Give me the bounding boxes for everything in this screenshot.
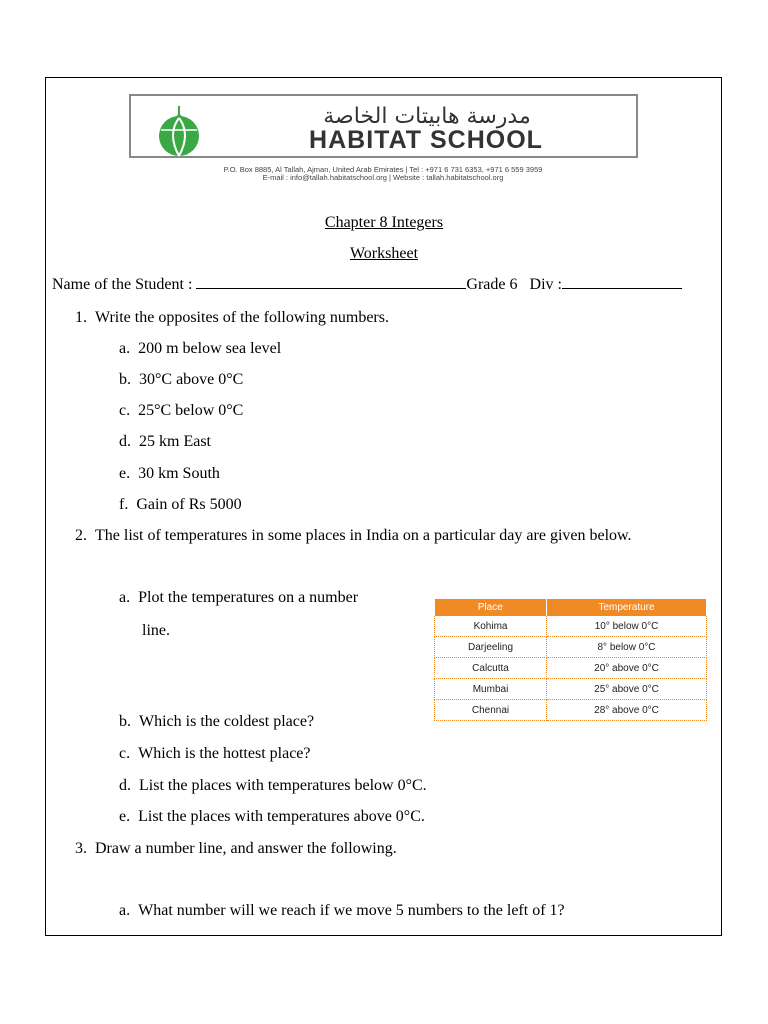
- chapter-title: Chapter 8 Integers: [324, 214, 444, 231]
- table-row: Darjeeling 8° below 0°C: [435, 637, 707, 658]
- school-logo-icon: [155, 104, 203, 158]
- list-item: c. Which is the hottest place?: [119, 745, 311, 762]
- question-number: 1.: [75, 309, 87, 326]
- question-text: The list of temperatures in some places in India on a particular day are given below.: [95, 527, 632, 544]
- school-name: HABITAT SCHOOL: [309, 126, 543, 154]
- school-contact: E-mail : info@tallah.habitatschool.org | Website : tallah.habitatschool.org: [262, 173, 504, 182]
- question-text: Write the opposites of the following numbers.: [95, 309, 389, 326]
- list-item: a. Plot the temperatures on a number: [119, 589, 359, 606]
- list-item: d. 25 km East: [119, 433, 211, 450]
- school-address: P.O. Box 8885, Al Tallah, Ajman, United Arab Emirates | Tel : +971 6 731 6353, +971 6 559 3959: [223, 165, 543, 174]
- question-text: Draw a number line, and answer the following.: [95, 840, 397, 857]
- student-name-row: [52, 276, 682, 294]
- name-label: Name of the Student :: [52, 276, 193, 293]
- table-row: Calcutta 20° above 0°C: [435, 658, 707, 679]
- table-header: Temperature: [547, 599, 707, 616]
- question-2: [75, 527, 632, 545]
- list-item: f. Gain of Rs 5000: [119, 496, 242, 513]
- school-arabic-name: مدرسة هابيتات الخاصة: [323, 104, 531, 129]
- student-name-field[interactable]: [196, 276, 466, 289]
- list-item: a. 200 m below sea level: [119, 340, 282, 357]
- table-row: Mumbai 25° above 0°C: [435, 679, 707, 700]
- list-item: e. 30 km South: [119, 465, 220, 482]
- question-number: 3.: [75, 840, 87, 857]
- list-item-continuation: line.: [142, 622, 170, 639]
- grade-label: Grade 6: [466, 276, 518, 293]
- question-number: 2.: [75, 527, 87, 544]
- question-1: [75, 309, 389, 327]
- list-item: b. Which is the coldest place?: [119, 713, 315, 730]
- worksheet-subtitle: Worksheet: [349, 245, 419, 262]
- table-row: Kohima 10° below 0°C: [435, 616, 707, 637]
- list-item: c. 25°C below 0°C: [119, 402, 244, 419]
- list-item: b. 30°C above 0°C: [119, 371, 244, 388]
- division-field[interactable]: [562, 276, 682, 289]
- table-row: Chennai 28° above 0°C: [435, 700, 707, 721]
- div-label: Div :: [529, 276, 562, 293]
- list-item: d. List the places with temperatures below 0°C.: [119, 777, 427, 794]
- temperature-table: [434, 599, 707, 721]
- table-header: Place: [435, 599, 547, 616]
- list-item: a. What number will we reach if we move 5 numbers to the left of 1?: [119, 902, 565, 919]
- list-item: e. List the places with temperatures above 0°C.: [119, 808, 425, 825]
- question-3: [75, 840, 397, 858]
